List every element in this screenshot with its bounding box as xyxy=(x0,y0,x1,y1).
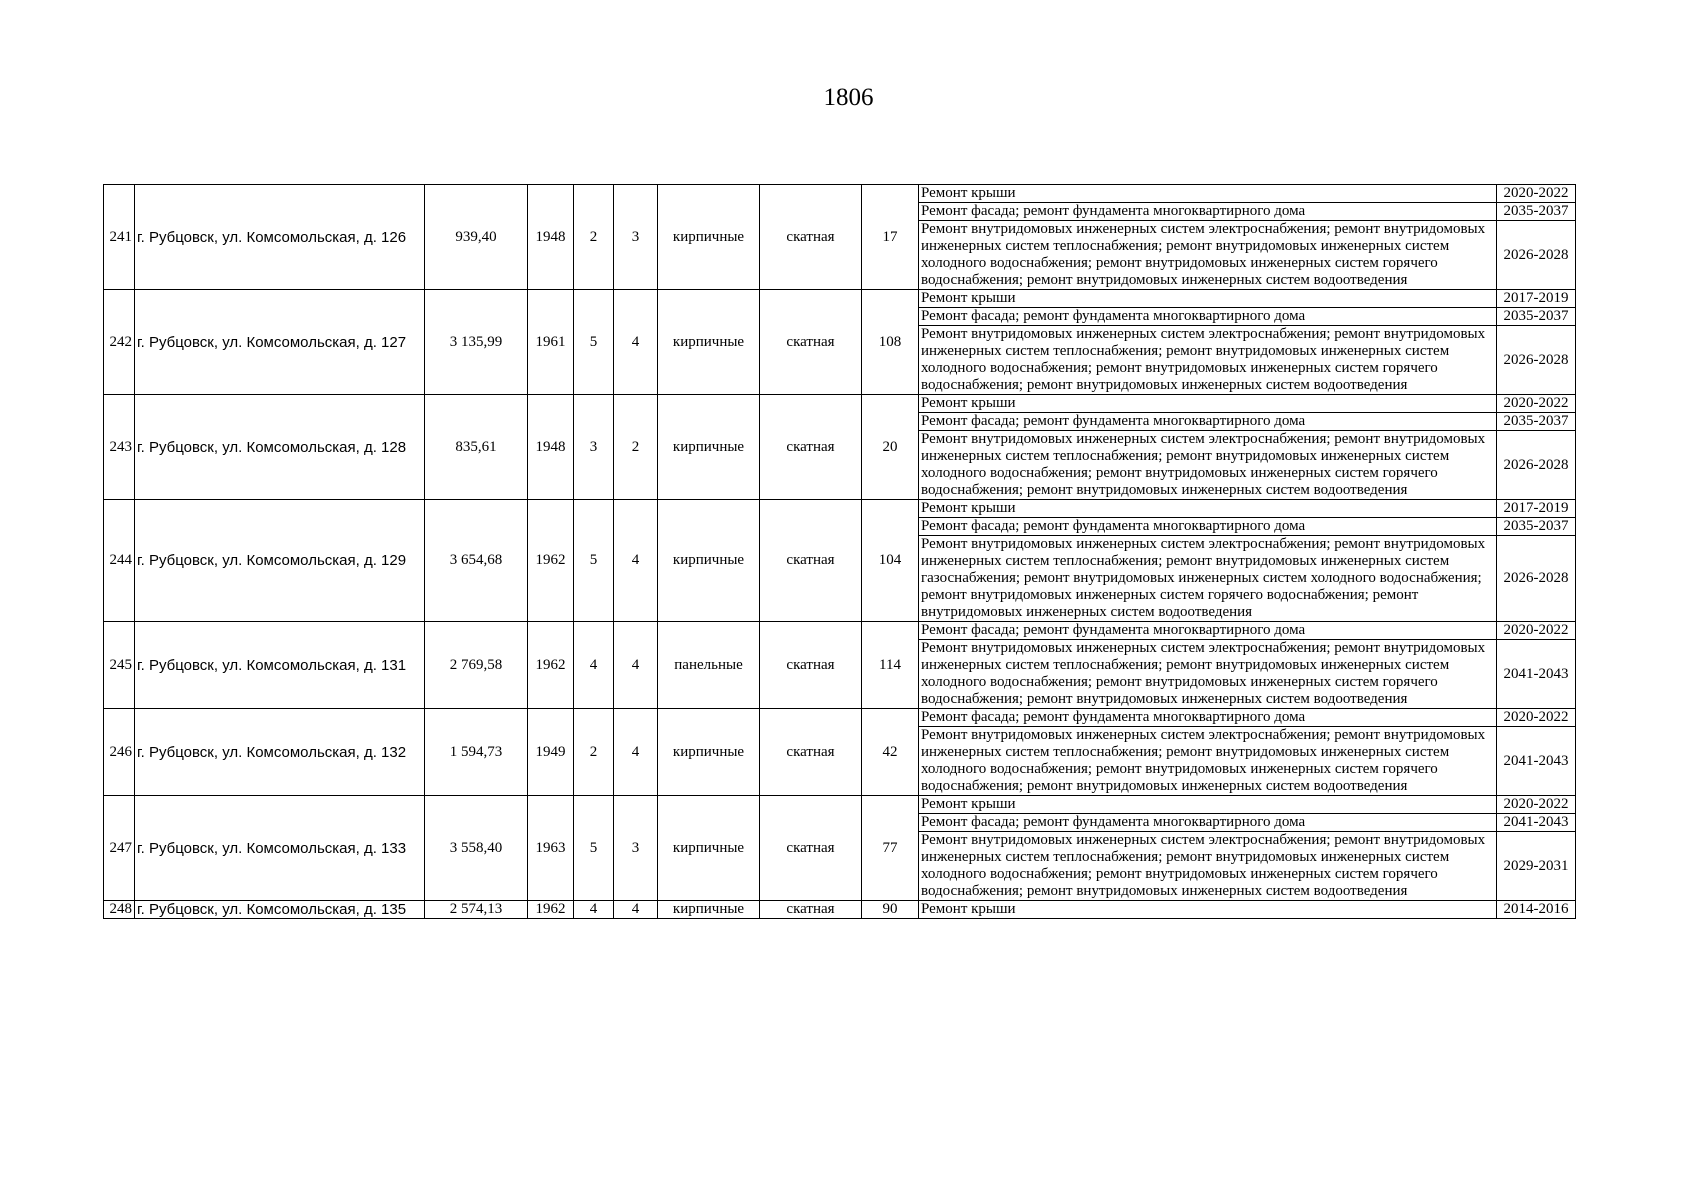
house-number: 246 xyxy=(104,709,135,796)
table-row xyxy=(104,622,1576,640)
house-floors: 4 xyxy=(574,622,614,709)
house-entrances: 4 xyxy=(614,901,658,919)
work-description: Ремонт внутридомовых инженерных систем электроснабжения; ремонт внутридомовых инженерных систем теплоснабжения; ремонт внутридомовых инженерных систем холодного водоснабжения; ремонт внутридомовых инженерных систем горячего водоснабжения; ремонт внутридомовых инженерных систем водоотведения xyxy=(919,727,1497,796)
roof-type: скатная xyxy=(760,901,862,919)
house-address: г. Рубцовск, ул. Комсомольская, д. 132 xyxy=(135,709,425,796)
house-area: 3 558,40 xyxy=(425,796,528,901)
house-year: 1962 xyxy=(528,500,574,622)
work-description: Ремонт крыши xyxy=(919,185,1497,203)
house-entrances: 4 xyxy=(614,500,658,622)
house-floors: 5 xyxy=(574,500,614,622)
work-period: 2041-2043 xyxy=(1497,727,1576,796)
house-floors: 2 xyxy=(574,709,614,796)
house-area: 3 135,99 xyxy=(425,290,528,395)
table-row xyxy=(104,185,1576,203)
house-number: 248 xyxy=(104,901,135,919)
house-entrances: 3 xyxy=(614,796,658,901)
house-floors: 2 xyxy=(574,185,614,290)
house-area: 2 574,13 xyxy=(425,901,528,919)
house-area: 3 654,68 xyxy=(425,500,528,622)
work-period: 2035-2037 xyxy=(1497,308,1576,326)
house-number: 245 xyxy=(104,622,135,709)
work-description: Ремонт крыши xyxy=(919,796,1497,814)
work-description: Ремонт фасада; ремонт фундамента многоквартирного дома xyxy=(919,814,1497,832)
work-description: Ремонт фасада; ремонт фундамента многоквартирного дома xyxy=(919,308,1497,326)
work-period: 2020-2022 xyxy=(1497,796,1576,814)
work-description: Ремонт фасада; ремонт фундамента многоквартирного дома xyxy=(919,622,1497,640)
house-address: г. Рубцовск, ул. Комсомольская, д. 135 xyxy=(135,901,425,919)
house-address: г. Рубцовск, ул. Комсомольская, д. 128 xyxy=(135,395,425,500)
work-period: 2026-2028 xyxy=(1497,326,1576,395)
work-period: 2020-2022 xyxy=(1497,395,1576,413)
page-number: 1806 xyxy=(823,84,874,111)
house-area: 835,61 xyxy=(425,395,528,500)
work-period: 2020-2022 xyxy=(1497,185,1576,203)
wall-material: кирпичные xyxy=(658,901,760,919)
house-address: г. Рубцовск, ул. Комсомольская, д. 126 xyxy=(135,185,425,290)
house-year: 1961 xyxy=(528,290,574,395)
work-period: 2035-2037 xyxy=(1497,518,1576,536)
work-description: Ремонт внутридомовых инженерных систем электроснабжения; ремонт внутридомовых инженерных систем теплоснабжения; ремонт внутридомовых инженерных систем холодного водоснабжения; ремонт внутридомовых инженерных систем горячего водоснабжения; ремонт внутридомовых инженерных систем водоотведения xyxy=(919,221,1497,290)
work-period: 2026-2028 xyxy=(1497,221,1576,290)
wall-material: кирпичные xyxy=(658,709,760,796)
work-period: 2014-2016 xyxy=(1497,901,1576,919)
house-number: 241 xyxy=(104,185,135,290)
house-floors: 3 xyxy=(574,395,614,500)
roof-type: скатная xyxy=(760,290,862,395)
house-area: 1 594,73 xyxy=(425,709,528,796)
work-description: Ремонт внутридомовых инженерных систем электроснабжения; ремонт внутридомовых инженерных систем теплоснабжения; ремонт внутридомовых инженерных систем холодного водоснабжения; ремонт внутридомовых инженерных систем горячего водоснабжения; ремонт внутридомовых инженерных систем водоотведения xyxy=(919,326,1497,395)
wall-material: кирпичные xyxy=(658,395,760,500)
work-period: 2020-2022 xyxy=(1497,622,1576,640)
wall-material: кирпичные xyxy=(658,290,760,395)
house-year: 1948 xyxy=(528,395,574,500)
house-number: 247 xyxy=(104,796,135,901)
house-number: 244 xyxy=(104,500,135,622)
roof-type: скатная xyxy=(760,796,862,901)
wall-material: кирпичные xyxy=(658,500,760,622)
house-area: 939,40 xyxy=(425,185,528,290)
residents-count: 42 xyxy=(862,709,919,796)
house-year: 1962 xyxy=(528,901,574,919)
work-period: 2026-2028 xyxy=(1497,431,1576,500)
house-year: 1948 xyxy=(528,185,574,290)
work-period: 2026-2028 xyxy=(1497,536,1576,622)
residents-count: 20 xyxy=(862,395,919,500)
work-period: 2029-2031 xyxy=(1497,832,1576,901)
work-description: Ремонт фасада; ремонт фундамента многоквартирного дома xyxy=(919,709,1497,727)
house-floors: 4 xyxy=(574,901,614,919)
table-body xyxy=(104,185,1576,919)
house-entrances: 3 xyxy=(614,185,658,290)
table-row xyxy=(104,901,1576,919)
work-description: Ремонт внутридомовых инженерных систем электроснабжения; ремонт внутридомовых инженерных систем теплоснабжения; ремонт внутридомовых инженерных систем холодного водоснабжения; ремонт внутридомовых инженерных систем горячего водоснабжения; ремонт внутридомовых инженерных систем водоотведения xyxy=(919,640,1497,709)
house-entrances: 4 xyxy=(614,709,658,796)
residents-count: 114 xyxy=(862,622,919,709)
table-row xyxy=(104,500,1576,518)
table-row xyxy=(104,395,1576,413)
work-description: Ремонт крыши xyxy=(919,395,1497,413)
roof-type: скатная xyxy=(760,500,862,622)
work-description: Ремонт фасада; ремонт фундамента многоквартирного дома xyxy=(919,203,1497,221)
house-year: 1962 xyxy=(528,622,574,709)
work-description: Ремонт крыши xyxy=(919,290,1497,308)
house-entrances: 4 xyxy=(614,290,658,395)
house-address: г. Рубцовск, ул. Комсомольская, д. 133 xyxy=(135,796,425,901)
house-floors: 5 xyxy=(574,290,614,395)
house-entrances: 2 xyxy=(614,395,658,500)
work-description: Ремонт крыши xyxy=(919,500,1497,518)
table-row xyxy=(104,709,1576,727)
house-address: г. Рубцовск, ул. Комсомольская, д. 129 xyxy=(135,500,425,622)
house-year: 1949 xyxy=(528,709,574,796)
roof-type: скатная xyxy=(760,622,862,709)
work-period: 2017-2019 xyxy=(1497,500,1576,518)
work-description: Ремонт фасада; ремонт фундамента многоквартирного дома xyxy=(919,413,1497,431)
house-area: 2 769,58 xyxy=(425,622,528,709)
residents-count: 17 xyxy=(862,185,919,290)
table-row xyxy=(104,290,1576,308)
residents-count: 108 xyxy=(862,290,919,395)
house-address: г. Рубцовск, ул. Комсомольская, д. 127 xyxy=(135,290,425,395)
wall-material: панельные xyxy=(658,622,760,709)
wall-material: кирпичные xyxy=(658,185,760,290)
work-description: Ремонт фасада; ремонт фундамента многоквартирного дома xyxy=(919,518,1497,536)
work-period: 2020-2022 xyxy=(1497,709,1576,727)
residents-count: 90 xyxy=(862,901,919,919)
work-period: 2017-2019 xyxy=(1497,290,1576,308)
work-description: Ремонт внутридомовых инженерных систем электроснабжения; ремонт внутридомовых инженерных систем теплоснабжения; ремонт внутридомовых инженерных систем газоснабжения; ремонт внутридомовых инженерных систем холодного водоснабжения; ремонт внутридомовых инженерных систем горячего водоснабжения; ремонт внутридомовых инженерных систем водоотведения xyxy=(919,536,1497,622)
work-period: 2035-2037 xyxy=(1497,203,1576,221)
house-entrances: 4 xyxy=(614,622,658,709)
work-description: Ремонт крыши xyxy=(919,901,1497,919)
capital-repair-table xyxy=(103,184,1576,919)
work-period: 2035-2037 xyxy=(1497,413,1576,431)
house-number: 242 xyxy=(104,290,135,395)
residents-count: 77 xyxy=(862,796,919,901)
roof-type: скатная xyxy=(760,185,862,290)
roof-type: скатная xyxy=(760,395,862,500)
work-period: 2041-2043 xyxy=(1497,814,1576,832)
residents-count: 104 xyxy=(862,500,919,622)
work-description: Ремонт внутридомовых инженерных систем электроснабжения; ремонт внутридомовых инженерных систем теплоснабжения; ремонт внутридомовых инженерных систем холодного водоснабжения; ремонт внутридомовых инженерных систем горячего водоснабжения; ремонт внутридомовых инженерных систем водоотведения xyxy=(919,431,1497,500)
house-address: г. Рубцовск, ул. Комсомольская, д. 131 xyxy=(135,622,425,709)
house-floors: 5 xyxy=(574,796,614,901)
house-year: 1963 xyxy=(528,796,574,901)
table-row xyxy=(104,796,1576,814)
work-period: 2041-2043 xyxy=(1497,640,1576,709)
work-description: Ремонт внутридомовых инженерных систем электроснабжения; ремонт внутридомовых инженерных систем теплоснабжения; ремонт внутридомовых инженерных систем холодного водоснабжения; ремонт внутридомовых инженерных систем горячего водоснабжения; ремонт внутридомовых инженерных систем водоотведения xyxy=(919,832,1497,901)
wall-material: кирпичные xyxy=(658,796,760,901)
roof-type: скатная xyxy=(760,709,862,796)
house-number: 243 xyxy=(104,395,135,500)
